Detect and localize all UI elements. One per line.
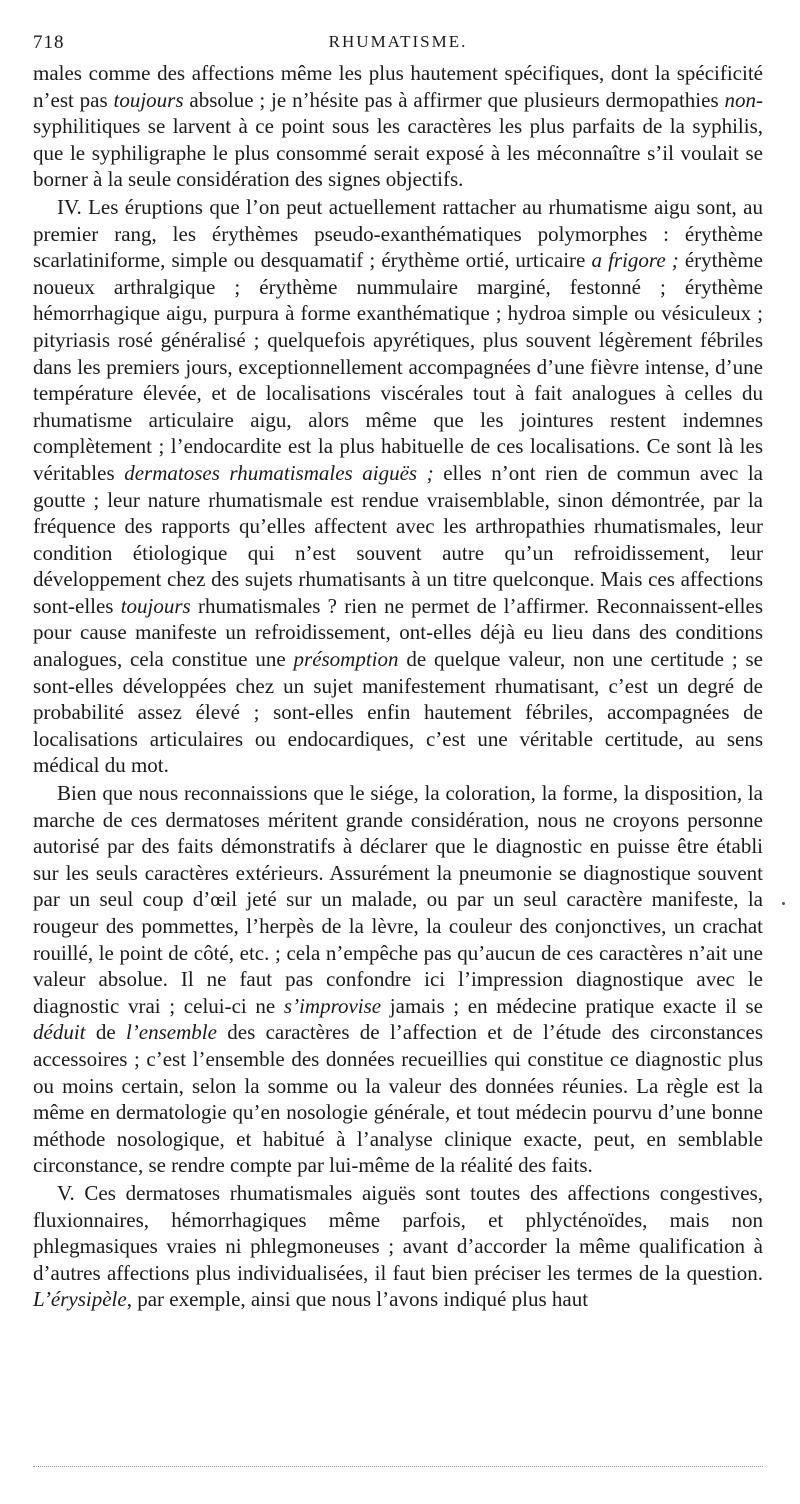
text-run: jamais ; en médecine pratique exacte il se <box>381 993 763 1018</box>
text-run: -syphilitiques se larvent à ce point sous les caractères les plus parfaits de la syphilis, que le syphiligraphe le plus consommé serait exposé à les méconnaître s’il voulait se borner à la seule considération des signes objectifs. <box>33 87 763 192</box>
text-run: , par exemple, ainsi que nous l’avons indiqué plus haut <box>126 1287 589 1312</box>
italic-text: dermatoses rhumatismales aiguës ; <box>124 460 434 485</box>
italic-text: présomption <box>293 647 399 672</box>
text-run: des caractères de l’affection et de l’étude des circonstances accessoires ; c’est l’ensemble des données recueillies qui constitue ce diagnostic plus ou moins certain, selon la somme ou la valeur des données réunies. La règle est la même en dermatologie qu’en nosologie générale, et tout médecin pourvu d’une bonne méthode nosologique, et habitué à l’analyse clinique exacte, peut, en semblable circonstance, se rendre compte par lui-même de la réalité des faits. <box>33 1020 763 1178</box>
footer-dotted-rule <box>33 1466 763 1467</box>
italic-text: toujours <box>120 593 191 618</box>
text-run: Bien que nous reconnaissions que le siége, la coloration, la forme, la disposition, la marche de ces dermatoses méritent grande considération, nous ne croyons personne autorisé par des faits démonstratifs à déclarer que le diagnostic en puisse être établi sur les seuls caractères extérieurs. Assurément la pneumonie se diagnostique souvent par un seul coup d’œil jeté sur un malade, ou par un seul caractère manifeste, la rougeur des pommettes, l’herpès de la lèvre, la couleur des conjonctives, un crachat rouillé, le point de côté, etc. ; cela n’empêche pas qu’aucun de ces caractères n’ait une valeur absolue. Il ne faut pas confondre ici l’impression diagnostique avec le diagnostic vrai ; celui-ci ne <box>33 781 763 1018</box>
italic-text: s’improvise <box>283 993 382 1018</box>
text-run: de <box>85 1020 126 1045</box>
paragraph <box>33 60 763 193</box>
text-run: V. Ces dermatoses rhumatismales aiguës sont toutes des affections congestives, fluxionnaires, hémorrhagiques même parfois, et phlycténoïdes, mais non phlegmasiques vraies ni phlegmoneuses ; avant d’accorder la même qualification à d’autres affections plus individualisées, il faut bien préciser les termes de la question. <box>33 1180 763 1285</box>
text-run: absolue ; je n’hésite pas à affirmer que plusieurs dermopathies <box>183 87 725 112</box>
italic-text: a frigore ; <box>591 248 679 273</box>
text-run: IV. Les éruptions que l’on peut actuellement rattacher au rhumatisme aigu sont, au premier rang, les érythèmes pseudo-exanthématiques polymorphes : érythème scarlatiniforme, simple ou desquamatif ; érythème ortié, urticaire <box>33 194 763 273</box>
text-run: males comme des affections même les plus hautement spécifiques, dont la spécificité n’est pas <box>33 61 763 112</box>
italic-text: toujours <box>113 87 184 112</box>
paragraph <box>33 1180 763 1313</box>
italic-text: l’ensemble <box>125 1020 217 1045</box>
book-page <box>33 0 763 1313</box>
text-run: érythème noueux arthralgique ; érythème nummulaire marginé, festonné ; érythème hémorrhagique aigu, purpura à forme exanthématique ; hydroa simple ou vésiculeux ; pityriasis rosé généralisé ; quelquefois apyrétiques, plus souvent légèrement fébriles dans les premiers jours, exceptionnellement accompagnées d’une fièvre intense, d’une température élevée, et de localisations viscérales tout à fait analogues à celles du rhumatisme articulaire aigu, alors même que les jointures restent indemnes complètement ; l’endocardite est la plus habituelle de ces localisations. Ce sont là les véritables <box>33 248 763 485</box>
running-title: RHUMATISME. <box>328 32 468 51</box>
italic-text: non <box>724 87 756 112</box>
print-speck <box>782 902 785 905</box>
italic-text: déduit <box>33 1020 86 1045</box>
running-head <box>33 0 763 60</box>
page-number: 718 <box>33 32 65 53</box>
text-run: elles n’ont rien de commun avec la goutte ; leur nature rhumatismale est rendue vraisemblable, sinon démontrée, par la fréquence des rapports qu’elles affectent avec les arthropathies rhumatismales, leur condition étiologique qui n’est souvent autre qu’un refroidissement, leur développement chez des sujets rhumatisants à un titre quelconque. Mais ces affections sont-elles <box>33 460 763 618</box>
text-run: de quelque valeur, non une certitude ; se sont-elles développées chez un sujet manifestement rhumatisant, c’est un degré de probabilité assez élevé ; sont-elles enfin hautement fébriles, accompagnées de localisations articulaires ou endocardiques, c’est une véritable certitude, au sens médical du mot. <box>33 647 763 778</box>
body-text <box>33 60 763 1313</box>
text-run: rhumatismales ? rien ne permet de l’affirmer. Reconnaissent-elles pour cause manifeste un refroidissement, ont-elles déjà eu lieu dans des conditions analogues, cela constitue une <box>33 593 764 672</box>
paragraph <box>33 780 763 1179</box>
italic-text: L’érysipèle <box>33 1287 127 1312</box>
paragraph <box>33 194 763 779</box>
